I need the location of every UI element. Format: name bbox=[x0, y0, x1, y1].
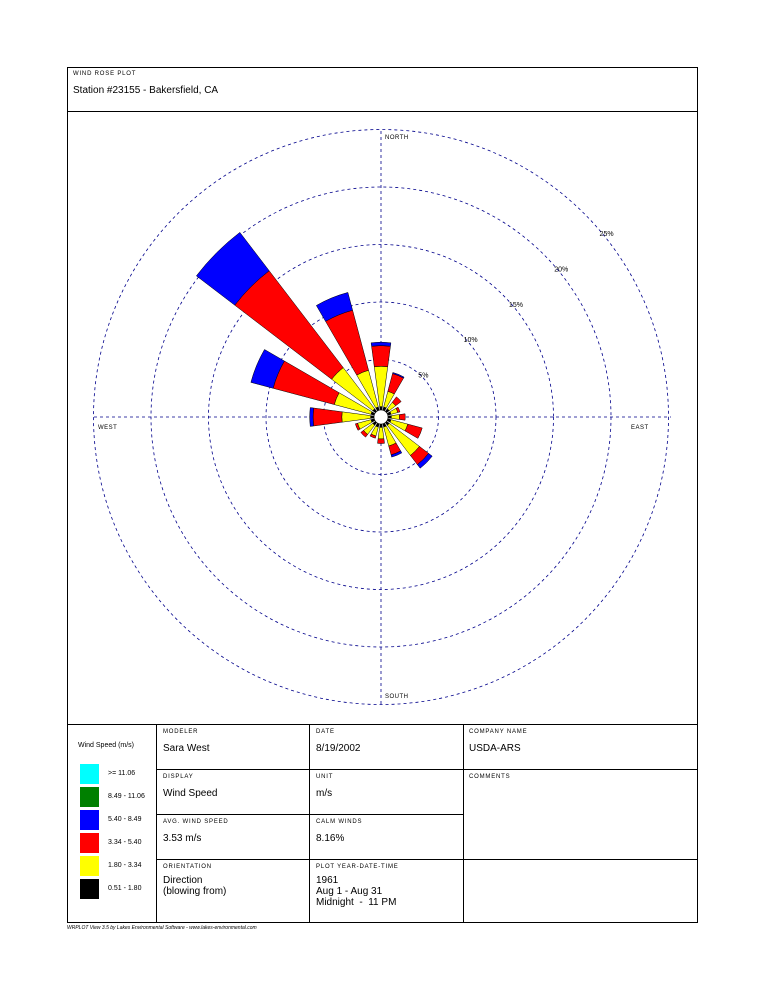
legend-label: 5.40 - 8.49 bbox=[108, 816, 142, 823]
orientation-line-1: Direction bbox=[163, 875, 203, 886]
ring-label: 15% bbox=[508, 301, 523, 309]
period-year: 1961 bbox=[316, 875, 339, 886]
petal-W-5.40-8.49 bbox=[310, 408, 314, 427]
legend-swatch bbox=[80, 833, 99, 853]
company-value: USDA-ARS bbox=[469, 743, 521, 754]
compass-south: SOUTH bbox=[385, 694, 409, 700]
petal-N-3.34-5.40 bbox=[372, 346, 391, 367]
legend-swatch bbox=[80, 764, 99, 784]
period-hours: Midnight - 11 PM bbox=[316, 897, 397, 908]
legend-label: >= 11.06 bbox=[108, 770, 136, 777]
petal-S-1.80-3.34 bbox=[378, 427, 384, 439]
unit-caption: UNIT bbox=[316, 774, 334, 780]
footer-credit: WRPLOT View 3.5 by Lakes Environmental Software - www.lakes-environmental.com bbox=[67, 925, 257, 931]
petal-W-3.34-5.40 bbox=[313, 408, 342, 426]
period-caption: PLOT YEAR-DATE-TIME bbox=[316, 864, 399, 870]
petal-S-3.34-5.40 bbox=[377, 439, 384, 444]
petal-E-1.80-3.34 bbox=[391, 415, 399, 420]
comments-caption: COMMENTS bbox=[469, 774, 511, 780]
avg-speed-value: 3.53 m/s bbox=[163, 833, 202, 844]
company-caption: COMPANY NAME bbox=[469, 729, 528, 735]
calm-winds-value: 8.16% bbox=[316, 833, 345, 844]
date-value: 8/19/2002 bbox=[316, 743, 361, 754]
divider bbox=[156, 859, 698, 860]
ring-label: 10% bbox=[463, 337, 478, 345]
legend-swatch bbox=[80, 787, 99, 807]
orientation-caption: ORIENTATION bbox=[163, 864, 212, 870]
petal-W-0.51-1.80 bbox=[371, 416, 375, 419]
petal-W-1.80-3.34 bbox=[342, 412, 371, 422]
compass-west: WEST bbox=[98, 425, 118, 431]
legend-title: Wind Speed (m/s) bbox=[78, 742, 135, 749]
calm-winds-caption: CALM WINDS bbox=[316, 819, 363, 825]
modeler-caption: MODELER bbox=[163, 729, 199, 735]
divider bbox=[463, 724, 464, 923]
avg-speed-caption: AVG. WIND SPEED bbox=[163, 819, 229, 825]
calm-circle bbox=[374, 410, 388, 424]
divider bbox=[156, 724, 157, 923]
date-caption: DATE bbox=[316, 729, 335, 735]
modeler-value: Sara West bbox=[163, 743, 210, 754]
wind-rose-chart bbox=[67, 111, 698, 724]
legend-label: 8.49 - 11.06 bbox=[108, 793, 145, 800]
compass-east: EAST bbox=[631, 425, 649, 431]
petal-NW-3.34-5.40 bbox=[235, 271, 343, 379]
legend-swatch bbox=[80, 879, 99, 899]
display-value: Wind Speed bbox=[163, 788, 218, 799]
petal-S-0.51-1.80 bbox=[380, 424, 383, 428]
ring-label: 5% bbox=[418, 372, 429, 380]
legend-label: 3.34 - 5.40 bbox=[108, 839, 142, 846]
divider bbox=[156, 769, 698, 770]
legend-label: 0.51 - 1.80 bbox=[108, 885, 142, 892]
orientation-line-2: (blowing from) bbox=[163, 886, 227, 897]
legend-swatch bbox=[80, 810, 99, 830]
petal-ESE-3.34-5.40 bbox=[405, 424, 422, 438]
divider bbox=[309, 724, 310, 923]
divider bbox=[156, 814, 464, 815]
legend-label: 1.80 - 3.34 bbox=[108, 862, 142, 869]
petal-N-0.51-1.80 bbox=[380, 407, 383, 411]
period-dates: Aug 1 - Aug 31 bbox=[316, 886, 383, 897]
ring-label: 20% bbox=[554, 266, 569, 274]
display-caption: DISPLAY bbox=[163, 774, 194, 780]
unit-value: m/s bbox=[316, 788, 333, 799]
petal-E-0.51-1.80 bbox=[388, 416, 392, 419]
info-frame bbox=[67, 724, 698, 923]
plot-caption: WIND ROSE PLOT bbox=[73, 71, 137, 77]
compass-north: NORTH bbox=[385, 135, 409, 141]
ring-label: 25% bbox=[599, 230, 614, 238]
petal-E-3.34-5.40 bbox=[399, 414, 405, 420]
legend-swatch bbox=[80, 856, 99, 876]
station-title: Station #23155 - Bakersfield, CA bbox=[73, 85, 219, 96]
petal-N-5.40-8.49 bbox=[371, 342, 391, 346]
